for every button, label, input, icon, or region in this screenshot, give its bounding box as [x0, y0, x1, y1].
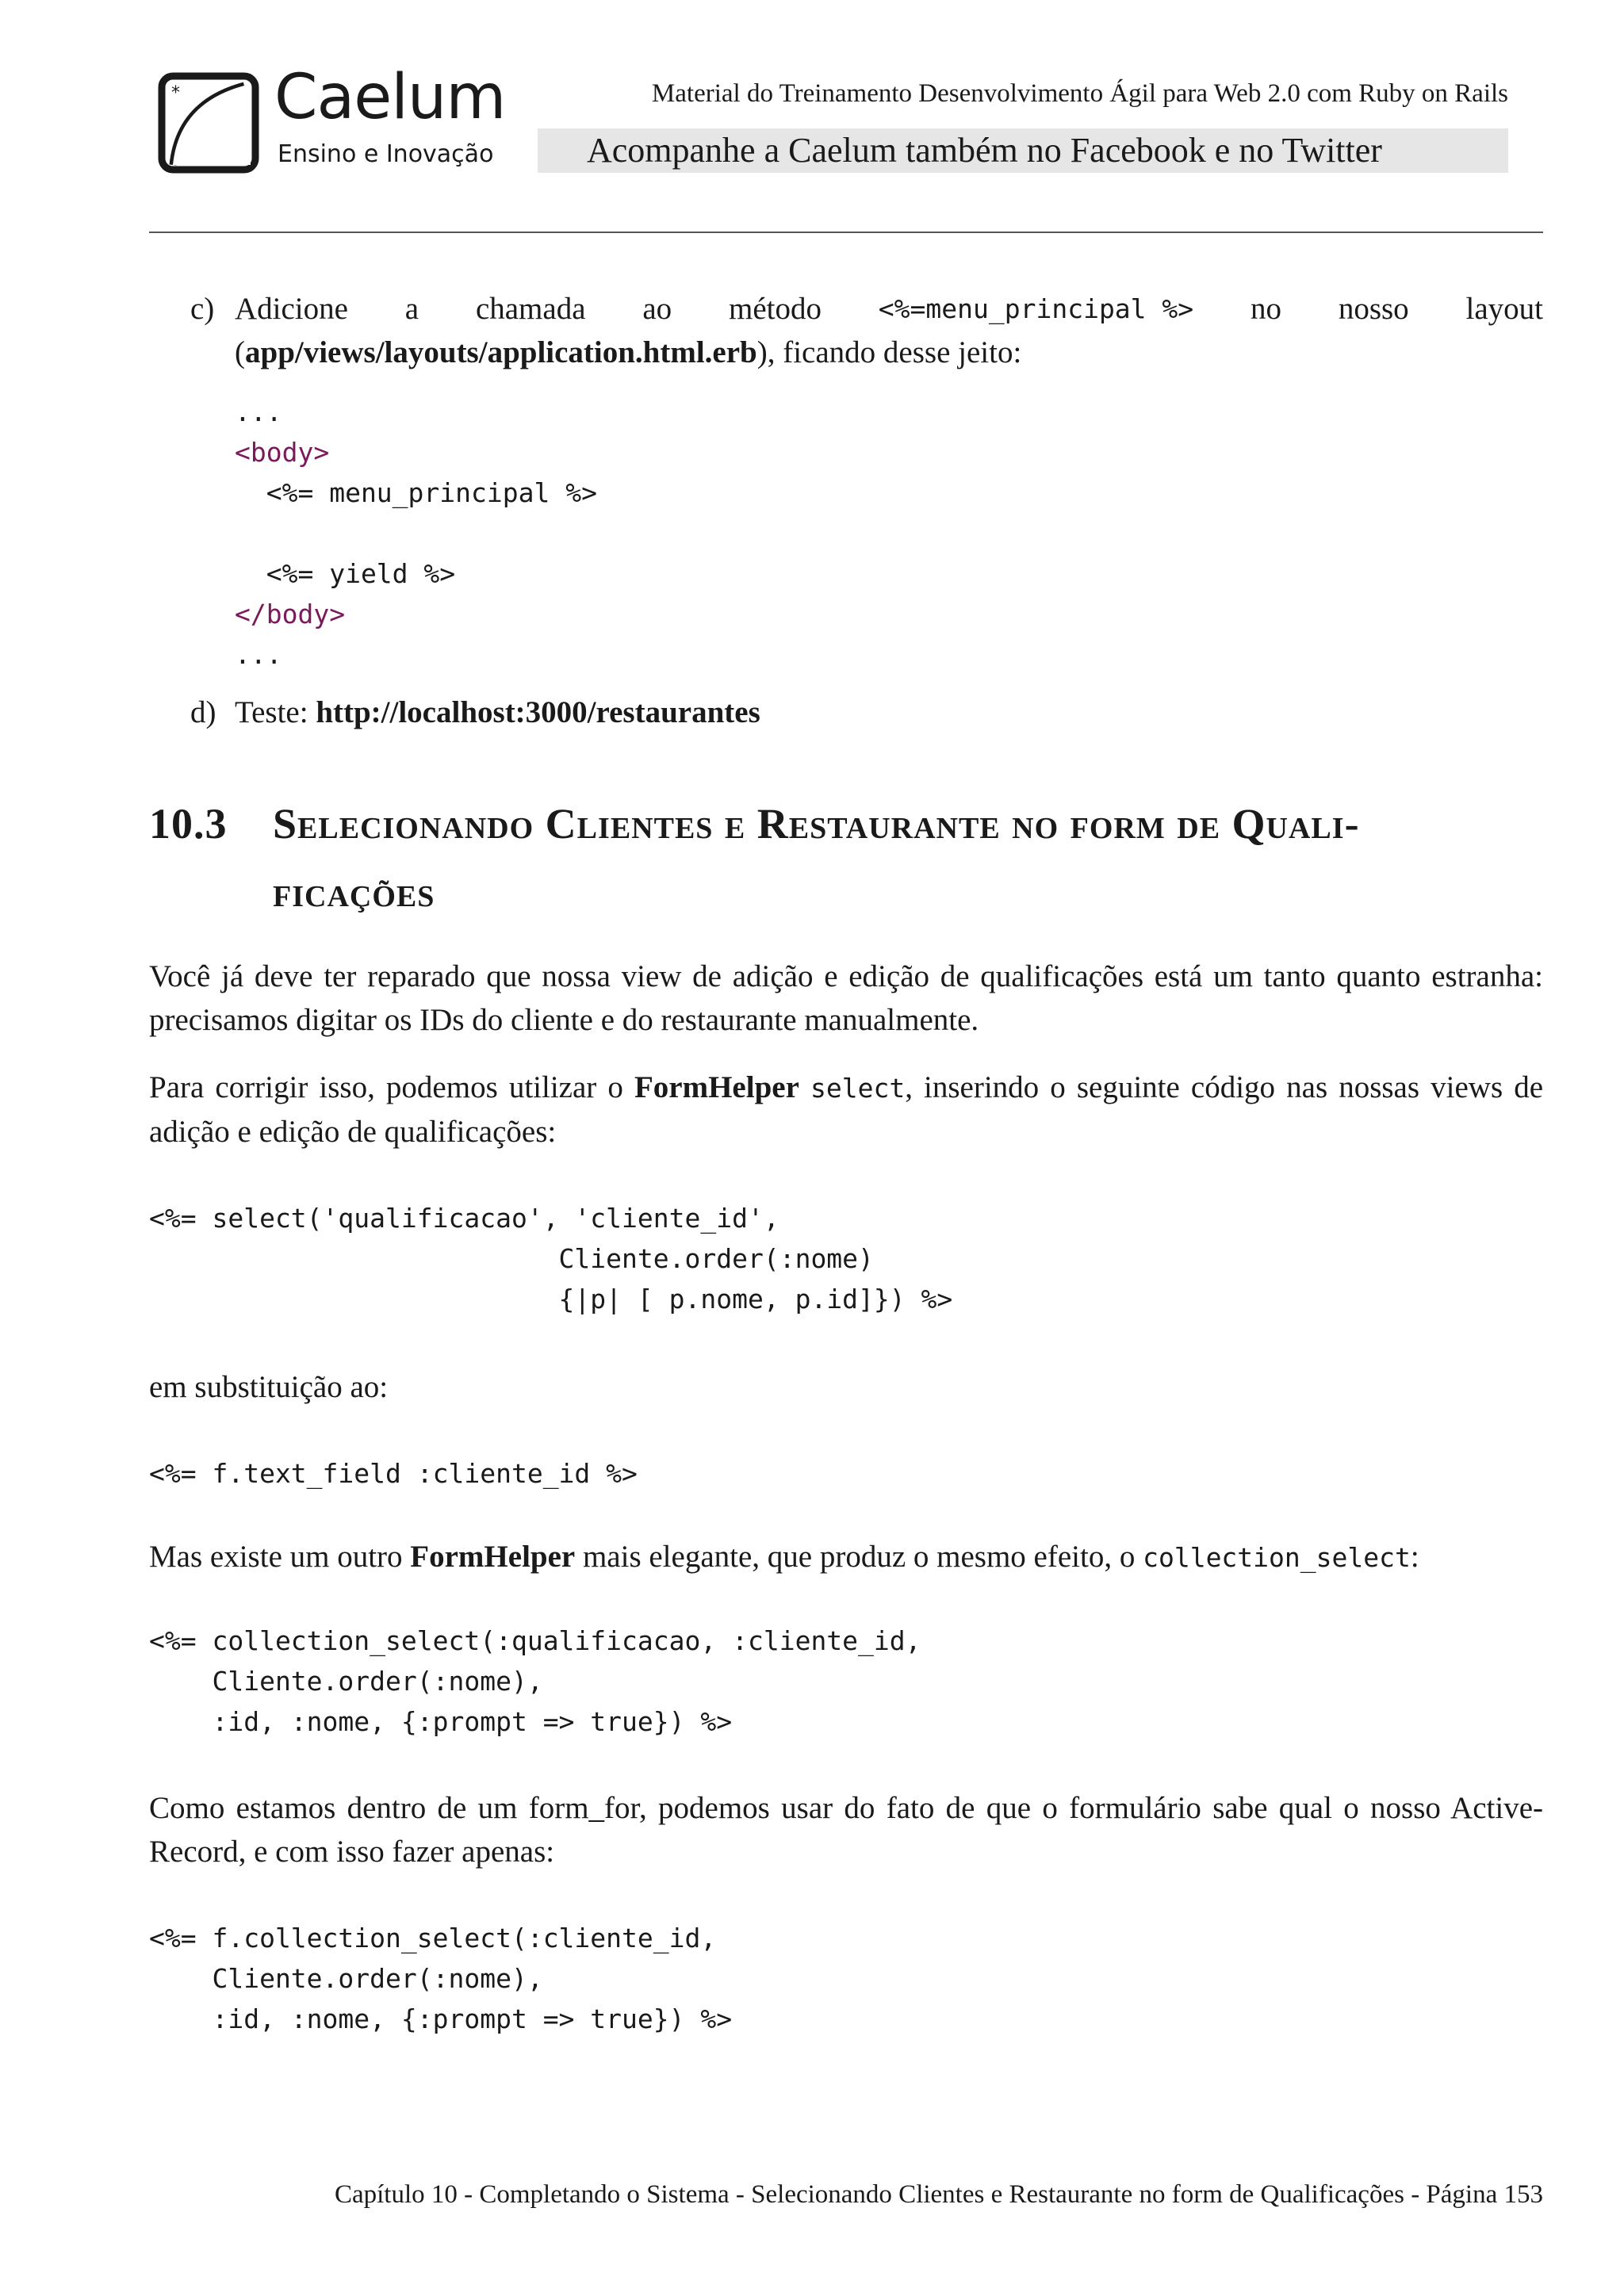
text-word: chamada	[475, 292, 586, 326]
paragraph: Você já deve ter reparado que nossa view de adição e edição de qualificações está um tanto quanto estranha: precisamos digitar os IDs do cliente e do restaurante manualmente.	[149, 959, 1543, 1037]
code-block-text-field: <%= f.text_field :cliente_id %>	[149, 1458, 638, 1489]
paragraph	[149, 1535, 1543, 1579]
text-fragment: , inserindo o seguinte código nas nossas views de adição e edição de qualificações:	[149, 1070, 1544, 1149]
list-item-d	[149, 691, 1543, 734]
code-line: <%= menu_principal %>	[235, 477, 597, 508]
page-footer: Capítulo 10 - Completando o Sistema - Selecionando Clientes e Restaurante no form de Qualificações - Página 153	[334, 2180, 1543, 2209]
inline-code: select	[810, 1073, 906, 1104]
code-block-collection-select: <%= collection_select(:qualificacao, :cliente_id, Cliente.order(:nome), :id, :nome, {:prompt => true}) %>	[149, 1625, 921, 1737]
paragraph: em substituição ao:	[149, 1370, 389, 1404]
text-word: layout	[1465, 292, 1543, 326]
bold-term: FormHelper	[634, 1070, 799, 1104]
code-line: <%= yield %>	[235, 558, 456, 589]
text-fragment: (	[235, 335, 245, 369]
text-fragment: Teste:	[235, 695, 316, 729]
list-marker: c)	[190, 292, 215, 326]
text-word: nosso	[1338, 292, 1409, 326]
header-divider	[149, 232, 1543, 233]
code-line: ...	[235, 396, 282, 427]
svg-text:*: *	[171, 83, 180, 103]
section-number: 10.3	[149, 800, 228, 848]
list-marker: d)	[190, 695, 216, 729]
text-fragment: Para corrigir isso, podemos utilizar o	[149, 1070, 634, 1104]
section-title-line: Selecionando Clientes e Restaurante no form de Quali-	[273, 800, 1360, 848]
text-word: método	[728, 292, 822, 326]
caelum-logo	[157, 62, 506, 178]
text-fragment: Mas existe um outro	[149, 1540, 411, 1574]
text-fragment: ), ficando desse jeito:	[756, 335, 1022, 369]
code-block-select: <%= select('qualificacao', 'cliente_id', Cliente.order(:nome) {|p| [ p.nome, p.id]}) %>	[149, 1203, 953, 1314]
test-url: http://localhost:3000/restaurantes	[316, 695, 760, 729]
section-title-line: ficações	[273, 868, 435, 916]
layout-path: app/views/layouts/application.html.erb	[245, 335, 757, 369]
page-header	[155, 63, 1508, 182]
logo-tagline: Ensino e Inovação	[278, 140, 494, 168]
paragraph: Como estamos dentro de um form_for, podemos usar do fato de que o formulário sabe qual o nosso Active-Record, e com isso fazer apenas:	[149, 1791, 1543, 1869]
section-heading	[149, 790, 1543, 926]
logo-wordmark: Caelum	[274, 62, 506, 133]
social-banner: Acompanhe a Caelum também no Facebook e no Twitter	[538, 128, 1508, 173]
step-c-line2	[235, 331, 1543, 374]
inline-code: collection_select	[1143, 1542, 1411, 1573]
page-content	[149, 287, 1543, 2039]
paragraph	[149, 1066, 1543, 1154]
bold-term: FormHelper	[410, 1540, 576, 1574]
text-word: a	[404, 292, 419, 326]
text-word: ao	[642, 292, 672, 326]
code-line: ...	[235, 639, 282, 670]
code-block-f-collection-select: <%= f.collection_select(:cliente_id, Cliente.order(:nome), :id, :nome, {:prompt => true}) %>	[149, 1923, 733, 2034]
code-line: </body>	[235, 599, 346, 629]
text-fragment: :	[1410, 1540, 1419, 1574]
list-item-c	[149, 287, 1543, 374]
inline-code: <%=menu_principal %>	[878, 293, 1194, 324]
text-word: no	[1250, 292, 1281, 326]
text-fragment: mais elegante, que produz o mesmo efeito, o	[575, 1540, 1143, 1574]
caelum-logo-icon	[157, 71, 260, 174]
training-title: Material do Treinamento Desenvolvimento Ágil para Web 2.0 com Ruby on Rails	[651, 79, 1508, 108]
step-c-line1	[235, 287, 1543, 331]
text-word: Adicione	[235, 292, 348, 326]
code-block-layout	[235, 392, 1543, 675]
code-line: <body>	[235, 437, 330, 468]
